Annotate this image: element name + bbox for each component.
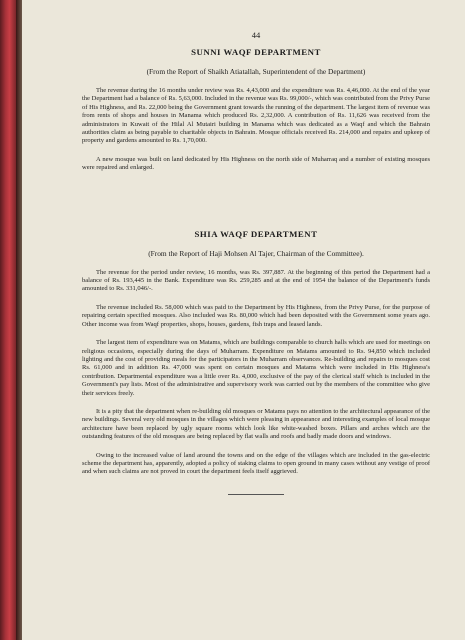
shia-waqf-section [82, 229, 430, 477]
sunni-waqf-title: SUNNI WAQF DEPARTMENT [191, 47, 321, 57]
shia-waqf-subtitle: (From the Report of Haji Mohsen Al Tajer, Chairman of the Committee). [148, 248, 364, 258]
section-end-rule [228, 494, 284, 495]
shia-paragraph-4: It is a pity that the department when re-building old mosques or Matams pays no attention to the architectural appearance of the new buildings. Several very old mosques in the villages which were pleasing in appearance and interesting examples of local mosque architecture have been replaced by ugly square rooms which look like white-washed boxes. Pillars and arches which are the outstanding features of the old mosques are being replaced by flat walls and roofs and badly made doors and windows. [82, 407, 430, 441]
sunni-paragraph-2: A new mosque was built on land dedicated by His Highness on the north side of Muharraq and a number of existing mosques were repaired and enlarged. [82, 155, 430, 172]
shia-waqf-title: SHIA WAQF DEPARTMENT [194, 228, 318, 239]
sunni-waqf-section [82, 47, 430, 173]
sunni-waqf-subtitle: (From the Report of Shaikh Atiatallah, Superintendent of the Department) [146, 67, 366, 76]
shia-paragraph-1: The revenue for the period under review, 16 months, was Rs. 397,887. At the beginning of this period the Department had a balance of Rs. 193,445 in the Bank. Expenditure was Rs. 259,285 and at the end of 1954 the balance of the Department's funds amounted to Rs. 331,046/-. [82, 268, 430, 293]
red-book-binding [0, 0, 16, 640]
sunni-paragraph-1: The revenue during the 16 months under review was Rs. 4,43,000 and the expenditure was Rs. 4,46,000. At the end of the year the Department had a balance of Rs. 5,63,000. Included in the revenue was Rs. 99,000/-, which was contributed from the Privy Purse of His Highness, and Rs. 22,000 being the Government grant towards the running of the department. The largest item of revenue was from rents of shops and houses in Manama which produced Rs. 2,32,000. A contribution of Rs. 11,626 was received from the administrators in Kuwait of the Hilal Al Mutairi building in Manama which was dedicated as a Waqf and which the Bahrain authorities claim as being payable to charitable objects in Bahrain. Mosque officials received Rs. 214,000 and repairs and upkeep of property and gardens amounted to Rs. 1,70,000. [82, 87, 430, 145]
shia-paragraph-5: Owing to the increased value of land around the towns and on the edge of the villages which are included in the gas-electric scheme the department has, apparently, adopted a policy of staking claims to open ground in many cases without any vestige of proof and when such claims are not proved in court the department feels itself aggrieved. [82, 451, 430, 476]
page-number: 44 [251, 30, 261, 40]
document-page [22, 0, 465, 640]
page-content [82, 30, 430, 495]
shia-paragraph-2: The revenue included Rs. 58,000 which was paid to the Department by His Highness, from the Privy Purse, for the purpose of repairing certain specified mosques. Also included was Rs. 80,000 which had been deposited with the Government some years ago. Other income was from Waqf properties, shops, houses, gardens, fish traps and leased lands. [82, 303, 430, 328]
shia-paragraph-3: The largest item of expenditure was on Matams, which are buildings comparable to church halls which are used for meetings on religious occasions, especially during the days of Muharram. Expenditure on Matams amounted to Rs. 94,850 which included lighting and the cost of providing meals for the participators in the Muharram observances. Re-building and repairs to mosques cost Rs. 61,000 and in addition Rs. 47,000 was spent on certain mosques and Matams which were included in His Highness's contribution. Departmental expenditure was a little over Rs. 4,000, exclusive of the pay of the clerical staff which is included in the Government's pay lists. Most of the administrative and supervisory work was carried out by the members of the committee who give their services freely. [82, 339, 430, 397]
